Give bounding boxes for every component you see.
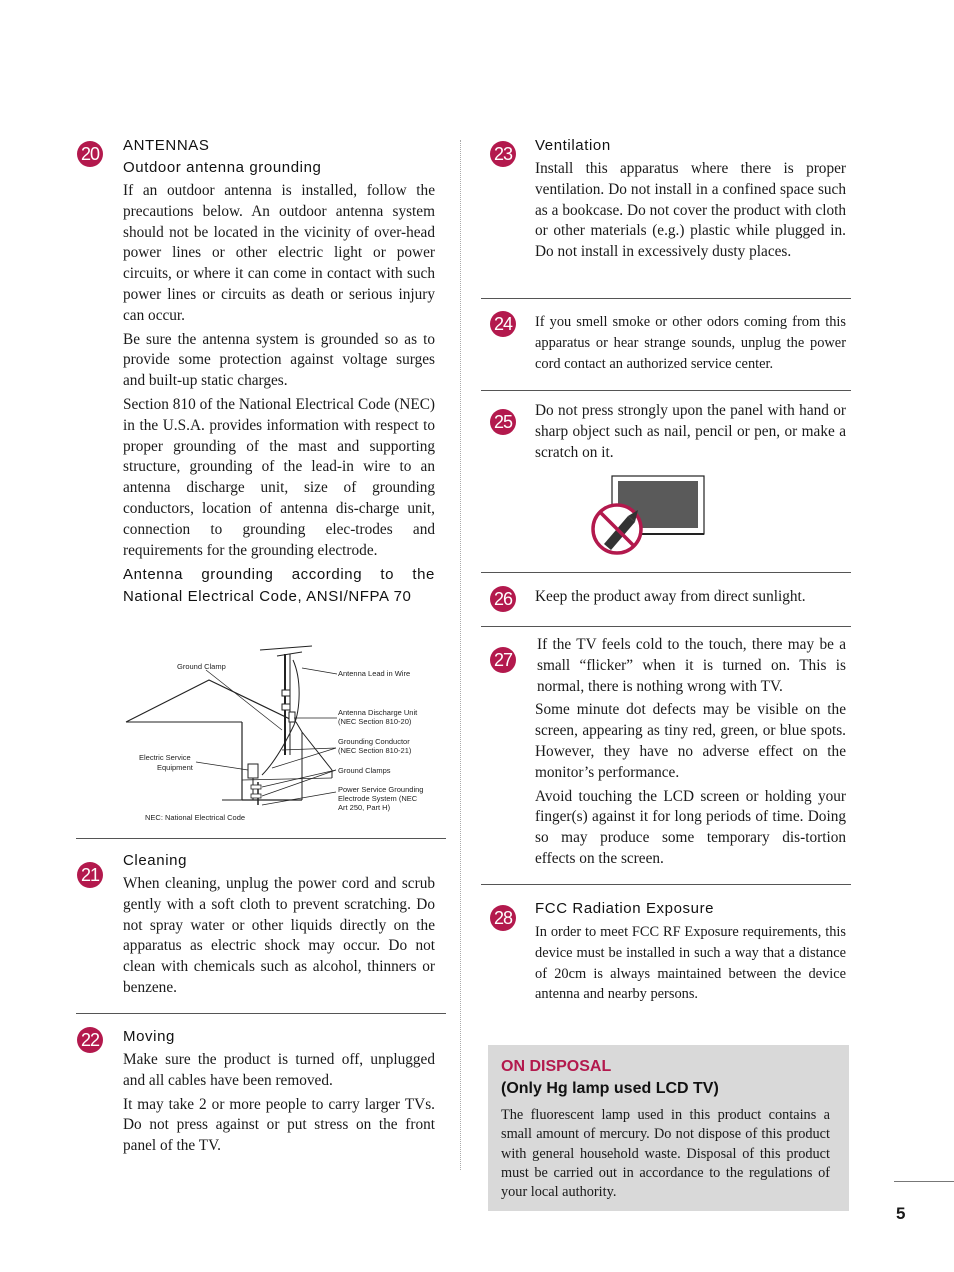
paragraph: In order to meet FCC RF Exposure requirements, this device must be installed in such a way that a distance of 20cm is always maintained between the device antenna and nearby persons. (535, 924, 846, 1003)
label-nec-note: NEC: National Electrical Code (145, 813, 246, 822)
section-antennas (123, 135, 435, 608)
section-sunlight (535, 587, 846, 611)
section-title: ANTENNAS (123, 137, 210, 154)
section-cleaning (123, 850, 435, 1002)
no-scratch-warning-icon (588, 472, 708, 558)
section-number-20: 20 (77, 141, 103, 167)
paragraph: Install this apparatus where there is proper ventilation. Do not install in a confined space such as a bookcase. Do not cover the product with cloth or other materials (e.g.) plastic while plugged in. Do not install in excessively dusty places. (535, 160, 846, 261)
label-antenna-lead: Antenna Lead in Wire (338, 669, 411, 678)
section-smoke (535, 312, 846, 377)
label-discharge-unit-ref: (NEC Section 810-20) (338, 717, 412, 726)
label-electric-service: Electric Service (139, 753, 191, 762)
divider (76, 1013, 446, 1014)
label-electric-service-2: Equipment (157, 763, 193, 772)
paragraph: Make sure the product is turned off, unplugged and all cables have been removed. (123, 1051, 435, 1089)
section-number-24: 24 (490, 311, 516, 337)
paragraph: Avoid touching the LCD screen or holding your finger(s) against it for long periods of time. Doing so may produce some temporary dis-tortion effects on the screen. (535, 787, 846, 867)
label-power-service-2: Electrode System (NEC (338, 794, 418, 803)
section-number-23: 23 (490, 141, 516, 167)
paragraph: Keep the product away from direct sunlight. (535, 588, 806, 605)
section-title: FCC Radiation Exposure (535, 900, 715, 917)
section-moving (123, 1026, 435, 1160)
label-power-service: Power Service Grounding (338, 785, 424, 794)
section-lcd-notes (535, 635, 846, 873)
disposal-title: ON DISPOSAL (501, 1058, 612, 1075)
label-ground-clamps: Ground Clamps (338, 766, 391, 775)
paragraph: Section 810 of the National Electrical Code (NEC) in the U.S.A. provides information with respect to proper grounding of the mast and supporting structure, grounding of the lead-in wire to an antenna discharge unit, size of grounding conductors, location of antenna dis-charge unit, connection to grounding elec-trodes and requirements for the grounding electrode. (123, 395, 435, 559)
disposal-paragraph: The fluorescent lamp used in this product contains a small amount of mercury. Do not dispose of this product with general household waste. Disposal of this product must be carried out in accordance to the regulations of your local authority. (501, 1107, 830, 1201)
paragraph: When cleaning, unplug the power cord and scrub gently with a soft cloth to prevent scratching. Do not spray water or other liquids directly on the apparatus as electric shock may occur. Do not clean with chemicals such as alcohol, thinners or benzene. (123, 875, 435, 996)
antenna-grounding-diagram (122, 640, 442, 830)
divider (481, 884, 851, 885)
section-number-22: 22 (77, 1027, 103, 1053)
section-number-25: 25 (490, 409, 516, 435)
paragraph: If the TV feels cold to the touch, there may be a small “flicker” when it is turned on. This is normal, there is nothing wrong with TV. (537, 636, 846, 695)
paragraph: Some minute dot defects may be visible on the screen, appearing as tiny red, green, or blue spots. However, they have no adverse effect on the monitor’s performance. (535, 701, 846, 781)
section-number-28: 28 (490, 905, 516, 931)
divider (481, 572, 851, 573)
disposal-subtitle: (Only Hg lamp used LCD TV) (501, 1080, 719, 1097)
section-number-26: 26 (490, 586, 516, 612)
divider (76, 838, 446, 839)
section-title: Ventilation (535, 137, 611, 154)
divider (481, 626, 851, 627)
label-grounding-conductor: Grounding Conductor (338, 737, 410, 746)
section-panel-pressure (535, 401, 846, 466)
paragraph: Do not press strongly upon the panel with hand or sharp object such as nail, pencil or pen, or make a scratch on it. (535, 402, 846, 461)
section-fcc (535, 898, 846, 1008)
paragraph: If an outdoor antenna is installed, follow the precautions below. An outdoor antenna system should not be located in the vicinity of over-head power lines or other electric light or power circuits, or where it can come in contact with such power lines or circuits as death or serious injury can occur. (123, 182, 435, 324)
page-number: 5 (896, 1204, 906, 1223)
section-number-21: 21 (77, 862, 103, 888)
section-title: Cleaning (123, 852, 188, 869)
label-power-service-3: Art 250, Part H) (338, 803, 391, 812)
section-title: Moving (123, 1028, 175, 1045)
label-ground-clamp: Ground Clamp (177, 662, 226, 671)
page-number-rule (894, 1181, 954, 1182)
label-discharge-unit: Antenna Discharge Unit (338, 708, 418, 717)
section-subtitle: Outdoor antenna grounding (123, 159, 322, 176)
section-ventilation (535, 135, 846, 266)
paragraph: It may take 2 or more people to carry larger TVs. Do not press against or put stress on the front panel of the TV. (123, 1095, 435, 1155)
paragraph: If you smell smoke or other odors coming from this apparatus or hear strange sounds, unplug the power cord contact an authorized service center. (535, 314, 846, 372)
disposal-box (488, 1045, 849, 1211)
section-subheading: Antenna grounding according to the National Electrical Code, ANSI/NFPA 70 (123, 566, 435, 606)
paragraph: Be sure the antenna system is grounded so as to provide some protection against voltage surges and built-up static charges. (123, 330, 435, 390)
divider (481, 390, 851, 391)
divider (481, 298, 851, 299)
column-divider (460, 140, 461, 1170)
label-grounding-conductor-ref: (NEC Section 810-21) (338, 746, 412, 755)
section-number-27: 27 (490, 647, 516, 673)
